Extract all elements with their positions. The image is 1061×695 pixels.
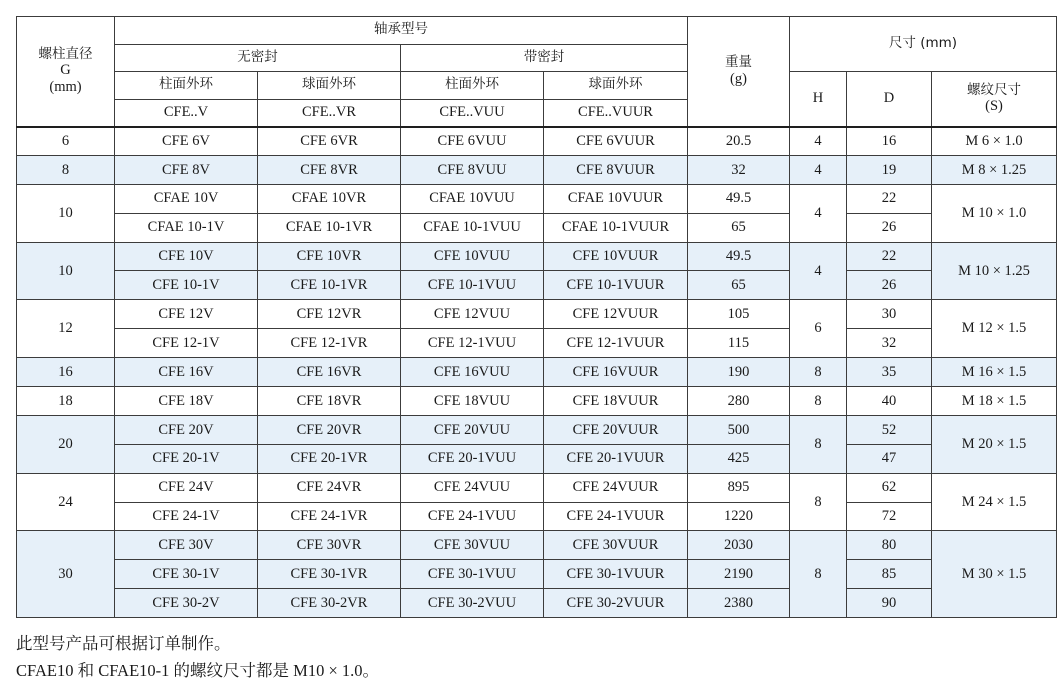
- table-row: [17, 329, 1057, 358]
- table-row: [17, 502, 1057, 531]
- model-vr-cell: CFAE 10-1VR: [258, 213, 401, 242]
- screw-diameter-cell: 12: [17, 300, 115, 358]
- note-line: CFAE10 和 CFAE10-1 的螺纹尺寸都是 M10 × 1.0。: [16, 661, 379, 680]
- table-row: [17, 387, 1057, 416]
- model-vuu-cell: CFE 24-1VUU: [401, 502, 544, 531]
- h-cell: 8: [790, 358, 847, 387]
- model-v-cell: CFE 16V: [115, 358, 258, 387]
- model-vr-cell: CFE 12VR: [258, 300, 401, 329]
- thread-size-cell: M 20 × 1.5: [932, 415, 1057, 473]
- model-vuur-cell: CFE 30-1VUUR: [544, 560, 688, 589]
- weight-cell: 105: [688, 300, 790, 329]
- model-vuu-cell: CFE 12-1VUU: [401, 329, 544, 358]
- h-cell: 4: [790, 155, 847, 184]
- model-vuu-cell: CFE 20-1VUU: [401, 444, 544, 473]
- weight-cell: 2380: [688, 589, 790, 618]
- weight-cell: 65: [688, 213, 790, 242]
- model-vr-cell: CFE 12-1VR: [258, 329, 401, 358]
- weight-cell: 190: [688, 358, 790, 387]
- model-vr-cell: CFE 20-1VR: [258, 444, 401, 473]
- weight-cell: 2190: [688, 560, 790, 589]
- dimensions-header: 尺寸 (mm): [790, 17, 1057, 72]
- model-vr-cell: CFE 10-1VR: [258, 271, 401, 300]
- weight-cell: 280: [688, 387, 790, 416]
- model-v-cell: CFE 30V: [115, 531, 258, 560]
- table-row: [17, 415, 1057, 444]
- model-vuur-cell: CFE 18VUUR: [544, 387, 688, 416]
- d-cell: 62: [847, 473, 932, 502]
- d-cell: 19: [847, 155, 932, 184]
- model-vr-cell: CFE 16VR: [258, 358, 401, 387]
- d-cell: 30: [847, 300, 932, 329]
- d-cell: 72: [847, 502, 932, 531]
- model-vuu-cell: CFE 30-2VUU: [401, 589, 544, 618]
- d-header: D: [847, 72, 932, 127]
- table-row: [17, 155, 1057, 184]
- d-cell: 40: [847, 387, 932, 416]
- model-vr-cell: CFE 6VR: [258, 127, 401, 156]
- weight-cell: 2030: [688, 531, 790, 560]
- cylindrical-outer-header: 柱面外环: [115, 72, 258, 100]
- thread-size-cell: M 16 × 1.5: [932, 358, 1057, 387]
- weight-cell: 500: [688, 415, 790, 444]
- model-vuur-cell: CFE 20-1VUUR: [544, 444, 688, 473]
- d-cell: 85: [847, 560, 932, 589]
- thread-size-cell: M 6 × 1.0: [932, 127, 1057, 156]
- spherical-outer-header: 球面外环: [544, 72, 688, 100]
- model-v-cell: CFE 20V: [115, 415, 258, 444]
- model-vuu-cell: CFE 6VUU: [401, 127, 544, 156]
- h-cell: 6: [790, 300, 847, 358]
- h-cell: 4: [790, 127, 847, 156]
- d-cell: 90: [847, 589, 932, 618]
- model-vuu-cell: CFE 10VUU: [401, 242, 544, 271]
- notes: [16, 630, 379, 684]
- model-v-cell: CFE 30-2V: [115, 589, 258, 618]
- model-vuu-cell: CFE 16VUU: [401, 358, 544, 387]
- model-v-cell: CFE 24-1V: [115, 502, 258, 531]
- thread-size-cell: M 12 × 1.5: [932, 300, 1057, 358]
- h-cell: 8: [790, 531, 847, 618]
- screw-diameter-cell: 10: [17, 242, 115, 300]
- spec-table: [16, 16, 1057, 618]
- weight-cell: 49.5: [688, 184, 790, 213]
- d-cell: 16: [847, 127, 932, 156]
- model-vr-cell: CFE 30VR: [258, 531, 401, 560]
- table-row: [17, 300, 1057, 329]
- model-vuu-cell: CFE 10-1VUU: [401, 271, 544, 300]
- table-row: [17, 560, 1057, 589]
- code-header-v: CFE..V: [115, 99, 258, 127]
- table-row: [17, 127, 1057, 156]
- thread-size-cell: M 10 × 1.25: [932, 242, 1057, 300]
- model-v-cell: CFAE 10-1V: [115, 213, 258, 242]
- model-v-cell: CFE 20-1V: [115, 444, 258, 473]
- h-cell: 8: [790, 415, 847, 473]
- table-row: [17, 358, 1057, 387]
- note-line: 此型号产品可根据订单制作。: [16, 634, 231, 653]
- table-body: [17, 127, 1057, 618]
- h-cell: 8: [790, 473, 847, 531]
- model-vuur-cell: CFE 16VUUR: [544, 358, 688, 387]
- weight-cell: 20.5: [688, 127, 790, 156]
- spherical-outer-header: 球面外环: [258, 72, 401, 100]
- h-header: H: [790, 72, 847, 127]
- model-v-cell: CFE 12-1V: [115, 329, 258, 358]
- table-row: [17, 184, 1057, 213]
- code-header-vuu: CFE..VUU: [401, 99, 544, 127]
- model-vuu-cell: CFAE 10VUU: [401, 184, 544, 213]
- d-cell: 35: [847, 358, 932, 387]
- weight-cell: 895: [688, 473, 790, 502]
- h-cell: 4: [790, 242, 847, 300]
- model-v-cell: CFE 6V: [115, 127, 258, 156]
- screw-diameter-cell: 16: [17, 358, 115, 387]
- with-seal-header: 带密封: [401, 44, 688, 72]
- table-header: [17, 17, 1057, 127]
- screw-diameter-cell: 30: [17, 531, 115, 618]
- model-vuu-cell: CFE 24VUU: [401, 473, 544, 502]
- d-cell: 26: [847, 271, 932, 300]
- no-seal-header: 无密封: [115, 44, 401, 72]
- model-vr-cell: CFE 30-2VR: [258, 589, 401, 618]
- model-v-cell: CFE 8V: [115, 155, 258, 184]
- model-vuur-cell: CFE 6VUUR: [544, 127, 688, 156]
- model-vuu-cell: CFE 30VUU: [401, 531, 544, 560]
- model-vuur-cell: CFE 30VUUR: [544, 531, 688, 560]
- screw-diameter-header: 螺柱直径 G (mm): [17, 17, 115, 127]
- model-vr-cell: CFE 24VR: [258, 473, 401, 502]
- code-header-vr: CFE..VR: [258, 99, 401, 127]
- model-vuu-cell: CFE 12VUU: [401, 300, 544, 329]
- screw-diameter-cell: 10: [17, 184, 115, 242]
- weight-cell: 65: [688, 271, 790, 300]
- model-vuur-cell: CFE 30-2VUUR: [544, 589, 688, 618]
- h-cell: 8: [790, 387, 847, 416]
- model-v-cell: CFE 12V: [115, 300, 258, 329]
- model-v-cell: CFE 30-1V: [115, 560, 258, 589]
- model-vr-cell: CFE 10VR: [258, 242, 401, 271]
- thread-size-header: 螺纹尺寸 (S): [932, 72, 1057, 127]
- model-v-cell: CFE 10V: [115, 242, 258, 271]
- thread-size-cell: M 18 × 1.5: [932, 387, 1057, 416]
- screw-diameter-cell: 20: [17, 415, 115, 473]
- model-vuu-cell: CFE 20VUU: [401, 415, 544, 444]
- model-vuur-cell: CFE 24-1VUUR: [544, 502, 688, 531]
- h-cell: 4: [790, 184, 847, 242]
- thread-size-cell: M 10 × 1.0: [932, 184, 1057, 242]
- model-v-cell: CFE 18V: [115, 387, 258, 416]
- table-row: [17, 444, 1057, 473]
- model-vr-cell: CFE 8VR: [258, 155, 401, 184]
- model-vuur-cell: CFE 20VUUR: [544, 415, 688, 444]
- model-vuur-cell: CFE 12VUUR: [544, 300, 688, 329]
- model-v-cell: CFAE 10V: [115, 184, 258, 213]
- d-cell: 22: [847, 242, 932, 271]
- weight-cell: 1220: [688, 502, 790, 531]
- table-row: [17, 213, 1057, 242]
- weight-cell: 115: [688, 329, 790, 358]
- d-cell: 52: [847, 415, 932, 444]
- model-vr-cell: CFE 30-1VR: [258, 560, 401, 589]
- model-vr-cell: CFAE 10VR: [258, 184, 401, 213]
- weight-cell: 32: [688, 155, 790, 184]
- weight-cell: 49.5: [688, 242, 790, 271]
- thread-size-cell: M 8 × 1.25: [932, 155, 1057, 184]
- model-vr-cell: CFE 18VR: [258, 387, 401, 416]
- model-vuu-cell: CFAE 10-1VUU: [401, 213, 544, 242]
- model-vuur-cell: CFE 24VUUR: [544, 473, 688, 502]
- model-v-cell: CFE 24V: [115, 473, 258, 502]
- table-row: [17, 271, 1057, 300]
- model-vuur-cell: CFAE 10-1VUUR: [544, 213, 688, 242]
- model-vuu-cell: CFE 30-1VUU: [401, 560, 544, 589]
- model-vuur-cell: CFE 8VUUR: [544, 155, 688, 184]
- screw-diameter-cell: 18: [17, 387, 115, 416]
- model-v-cell: CFE 10-1V: [115, 271, 258, 300]
- thread-size-cell: M 24 × 1.5: [932, 473, 1057, 531]
- weight-header: 重量 (g): [688, 17, 790, 127]
- screw-diameter-cell: 24: [17, 473, 115, 531]
- model-vuu-cell: CFE 8VUU: [401, 155, 544, 184]
- table-row: [17, 589, 1057, 618]
- weight-cell: 425: [688, 444, 790, 473]
- model-vr-cell: CFE 24-1VR: [258, 502, 401, 531]
- code-header-vuur: CFE..VUUR: [544, 99, 688, 127]
- bearing-model-header: 轴承型号: [115, 17, 688, 45]
- model-vuur-cell: CFE 10-1VUUR: [544, 271, 688, 300]
- d-cell: 47: [847, 444, 932, 473]
- model-vuu-cell: CFE 18VUU: [401, 387, 544, 416]
- table-row: [17, 531, 1057, 560]
- thread-size-cell: M 30 × 1.5: [932, 531, 1057, 618]
- screw-diameter-cell: 6: [17, 127, 115, 156]
- model-vuur-cell: CFE 12-1VUUR: [544, 329, 688, 358]
- d-cell: 26: [847, 213, 932, 242]
- model-vuur-cell: CFAE 10VUUR: [544, 184, 688, 213]
- screw-diameter-cell: 8: [17, 155, 115, 184]
- d-cell: 22: [847, 184, 932, 213]
- model-vr-cell: CFE 20VR: [258, 415, 401, 444]
- cylindrical-outer-header: 柱面外环: [401, 72, 544, 100]
- table-row: [17, 242, 1057, 271]
- d-cell: 32: [847, 329, 932, 358]
- model-vuur-cell: CFE 10VUUR: [544, 242, 688, 271]
- d-cell: 80: [847, 531, 932, 560]
- table-row: [17, 473, 1057, 502]
